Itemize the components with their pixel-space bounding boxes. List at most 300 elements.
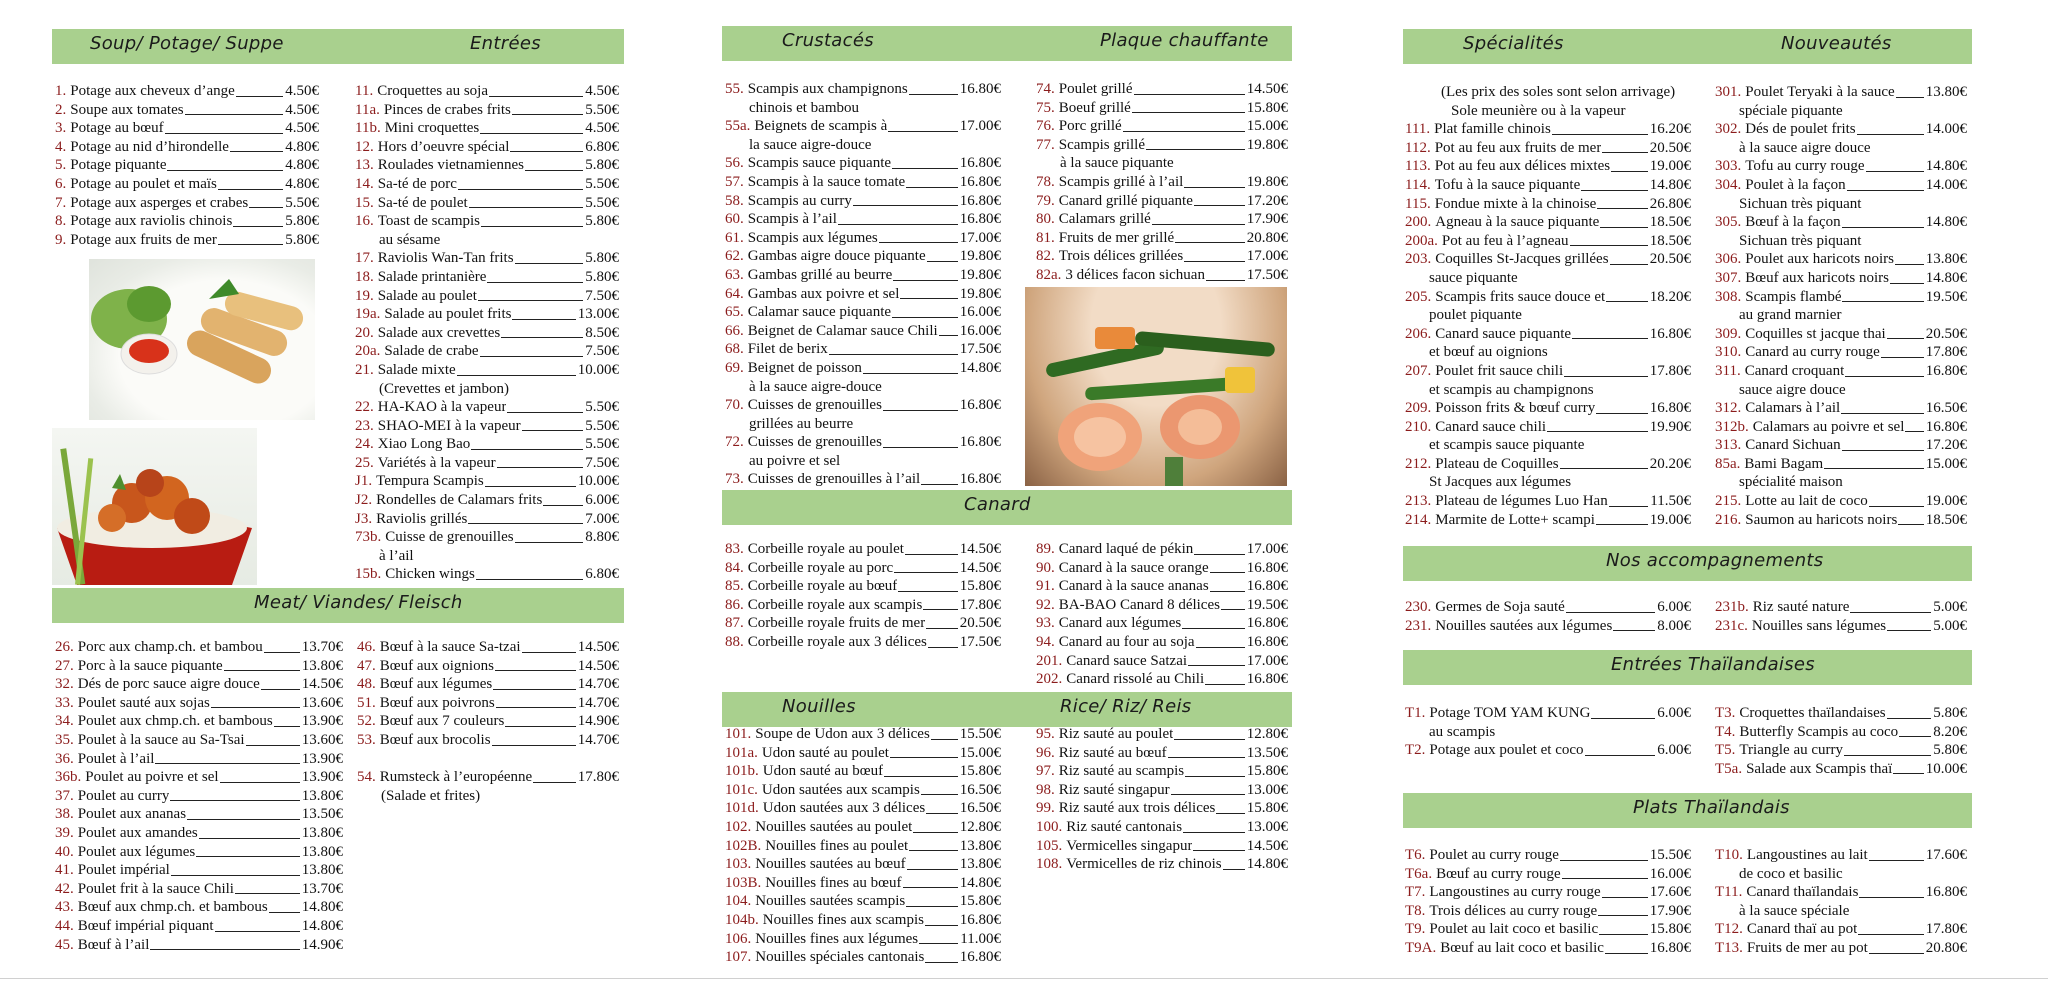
menu-item xyxy=(1405,920,1691,939)
item-name: Canard sauce Satzai xyxy=(1066,652,1188,669)
specialites-items xyxy=(1405,120,1691,529)
item-name: Poulet sauté aux sojas xyxy=(77,694,210,711)
leader-line xyxy=(883,447,958,448)
item-name: Calamars grillé xyxy=(1058,211,1151,228)
item-number: 69. xyxy=(725,359,744,376)
item-number: 231b. xyxy=(1715,599,1749,615)
menu-item xyxy=(355,361,619,380)
menu-item xyxy=(1715,343,1967,362)
item-name: Bœuf aux légumes xyxy=(379,676,493,693)
menu-item xyxy=(55,824,343,843)
item-price: 11.00€ xyxy=(960,930,1001,947)
item-name: Scampis au curry xyxy=(747,192,852,209)
item-name: Roulades vietnamiennes xyxy=(377,157,524,174)
item-price: 15.80€ xyxy=(1246,763,1288,780)
item-description: de coco et basilic xyxy=(1739,865,1843,882)
menu-item xyxy=(1036,577,1288,596)
item-price: 18.50€ xyxy=(1925,511,1967,528)
leader-line xyxy=(1824,468,1924,469)
item-price: 13.90€ xyxy=(301,750,343,767)
leader-line xyxy=(893,280,957,281)
leader-line xyxy=(1572,338,1648,339)
item-price: 5.80€ xyxy=(585,268,619,285)
menu-item xyxy=(55,175,319,194)
item-price: 17.90€ xyxy=(1649,902,1691,919)
leader-line xyxy=(1841,413,1924,414)
menu-item xyxy=(1715,120,1967,139)
leader-line xyxy=(919,943,958,944)
leader-line xyxy=(1845,376,1924,377)
item-name: Vermicelles singapur xyxy=(1066,837,1193,854)
leader-line xyxy=(1174,739,1244,740)
menu-item xyxy=(1715,883,1967,902)
plats-thai-list-right xyxy=(1715,846,1967,958)
item-number: 200. xyxy=(1405,214,1432,231)
specialites-note: Sole meunière ou à la vapeur xyxy=(1451,102,1626,119)
menu-item xyxy=(55,212,319,231)
header-plats-thai xyxy=(1403,793,1972,828)
item-price: 13.80€ xyxy=(959,837,1001,854)
leader-line xyxy=(1613,630,1655,631)
item-description: (Crevettes et jambon) xyxy=(379,380,509,397)
item-number: 70. xyxy=(725,397,744,414)
menu-item xyxy=(1036,633,1288,652)
item-description: au grand marnier xyxy=(1739,307,1842,324)
item-name: Poulet à l’ail xyxy=(77,750,155,767)
leader-line xyxy=(155,763,299,764)
leader-line xyxy=(1842,301,1923,302)
sweet-sour-chicken-photo xyxy=(52,428,257,585)
item-price: 17.00€ xyxy=(1246,541,1288,557)
item-price: 15.00€ xyxy=(1925,455,1967,472)
item-name: Fruits de mer grillé xyxy=(1058,229,1175,246)
item-price: 16.80€ xyxy=(1649,939,1691,956)
leader-line xyxy=(1193,850,1244,851)
menu-item xyxy=(1715,399,1967,418)
item-number: T9. xyxy=(1405,921,1426,938)
item-price: 17.00€ xyxy=(959,229,1001,246)
leader-line xyxy=(1905,431,1923,432)
menu-item xyxy=(1405,213,1691,232)
item-number: 81. xyxy=(1036,229,1055,246)
item-number: 55a. xyxy=(725,118,751,135)
item-name: Nouilles fines aux scampis xyxy=(762,911,924,928)
item-name: Bœuf à l’ail xyxy=(77,936,150,953)
item-price: 5.80€ xyxy=(285,213,319,230)
section-title-plaque: Plaque chauffante xyxy=(1100,30,1269,51)
leader-line xyxy=(1223,869,1245,870)
leader-line xyxy=(220,782,300,783)
item-number: T9A. xyxy=(1405,939,1437,956)
leader-line xyxy=(469,207,584,208)
menu-item xyxy=(55,843,343,862)
item-price: 14.80€ xyxy=(301,917,343,934)
item-price: 16.80€ xyxy=(959,434,1001,451)
menu-item xyxy=(55,694,343,713)
leader-line xyxy=(1842,450,1924,451)
leader-line xyxy=(907,869,958,870)
nouveautes-list xyxy=(1715,83,1967,529)
item-name: Cuisses de grenouilles xyxy=(747,397,882,414)
item-price: 15.80€ xyxy=(1246,800,1288,817)
item-name: Canard croquant xyxy=(1744,362,1845,379)
item-number: 103. xyxy=(725,856,752,873)
leader-line xyxy=(1887,718,1932,719)
item-description: sauce piquante xyxy=(1429,269,1518,286)
item-name: Potage au nid d’hirondelle xyxy=(70,138,229,155)
section-title-nouilles: Nouilles xyxy=(782,696,856,717)
item-number: 89. xyxy=(1036,541,1055,557)
menu-item xyxy=(357,731,619,750)
item-number: 43. xyxy=(55,899,74,916)
menu-item xyxy=(1715,741,1967,760)
spring-rolls-photo xyxy=(89,259,315,420)
header-nouilles-rice xyxy=(722,692,1292,727)
item-name: Bœuf aux chmp.ch. et bambous xyxy=(77,899,268,916)
accompagnements-list-right xyxy=(1715,598,1967,635)
leader-line xyxy=(215,931,300,932)
item-price: 17.20€ xyxy=(1925,437,1967,454)
item-price: 16.80€ xyxy=(959,192,1001,209)
item-price: 8.50€ xyxy=(585,324,619,341)
leader-line xyxy=(892,317,958,318)
menu-item xyxy=(725,359,1001,378)
item-number: J1. xyxy=(355,473,373,490)
item-number: 44. xyxy=(55,917,74,934)
leader-line xyxy=(1206,280,1245,281)
item-number: 38. xyxy=(55,806,74,823)
leader-line xyxy=(1194,205,1245,206)
item-description: Sichuan très piquant xyxy=(1739,232,1862,249)
item-name: Poulet aux ananas xyxy=(77,806,187,823)
header-soup-entrees xyxy=(52,29,624,64)
crustaces-list xyxy=(725,80,1001,489)
item-number: 101d. xyxy=(725,800,759,817)
leader-line xyxy=(1887,630,1931,631)
leader-line xyxy=(923,609,957,610)
menu-item xyxy=(725,725,1001,744)
item-number: 6. xyxy=(55,175,67,192)
item-number: 307. xyxy=(1715,269,1742,286)
menu-item xyxy=(1405,176,1691,195)
leader-line xyxy=(884,776,958,777)
leader-line xyxy=(1605,953,1648,954)
leader-line xyxy=(1596,413,1648,414)
item-price: 14.80€ xyxy=(1925,214,1967,231)
item-number: 22. xyxy=(355,399,374,416)
item-price: 7.50€ xyxy=(585,287,619,304)
leader-line xyxy=(218,244,283,245)
item-number: 101. xyxy=(725,726,752,742)
item-name: Xiao Long Bao xyxy=(377,436,471,453)
item-number: 7. xyxy=(55,194,67,211)
leader-line xyxy=(167,170,283,171)
section-title-specialites: Spécialités xyxy=(1463,33,1564,54)
item-name: Udon sauté au bœuf xyxy=(762,763,884,780)
leader-line xyxy=(900,298,957,299)
item-number: 111. xyxy=(1405,121,1431,138)
item-number: 39. xyxy=(55,824,74,841)
menu-item xyxy=(725,892,1001,911)
item-name: Dés de poulet frits xyxy=(1745,121,1856,138)
item-name: Plat famille chinois xyxy=(1434,121,1551,138)
item-name: Udon sautées aux scampis xyxy=(761,781,920,798)
leader-line xyxy=(1859,897,1923,898)
canard-list-right xyxy=(1036,540,1288,689)
leader-line xyxy=(224,670,300,671)
leader-line xyxy=(1898,524,1923,525)
menu-item xyxy=(355,138,619,157)
item-price: 19.80€ xyxy=(959,248,1001,265)
menu-item xyxy=(1036,596,1288,615)
item-number: T1. xyxy=(1405,705,1426,721)
item-number: 19. xyxy=(355,287,374,304)
menu-item xyxy=(1036,799,1288,818)
item-description: à la sauce piquante xyxy=(1060,155,1174,172)
item-price: 5.00€ xyxy=(1933,617,1967,634)
leader-line xyxy=(476,579,583,580)
item-price: 5.80€ xyxy=(585,213,619,230)
menu-item xyxy=(725,577,1001,596)
chicken-bowl-illustration xyxy=(52,428,257,585)
leader-line xyxy=(249,207,283,208)
item-name: Riz sauté au bœuf xyxy=(1058,744,1167,761)
item-name: Raviolis grillés xyxy=(376,510,468,527)
leader-line xyxy=(1210,591,1245,592)
item-number: 20. xyxy=(355,324,374,341)
item-number: 98. xyxy=(1036,781,1055,798)
menu-item xyxy=(55,768,343,787)
list-spacer xyxy=(357,750,619,769)
item-price: 13.80€ xyxy=(301,787,343,804)
item-name: Bœuf aux 7 couleurs xyxy=(379,713,505,730)
item-price: 20.50€ xyxy=(1649,251,1691,268)
menu-item xyxy=(355,528,619,547)
item-number: T5a. xyxy=(1715,760,1743,777)
item-number: 202. xyxy=(1036,671,1063,688)
leader-line xyxy=(235,893,300,894)
item-price: 20.20€ xyxy=(1649,455,1691,472)
item-name: Porc aux champ.ch. et bambou xyxy=(77,639,263,655)
item-number: 101b. xyxy=(725,763,759,780)
menu-item xyxy=(725,340,1001,359)
leader-line xyxy=(1899,736,1931,737)
leader-line xyxy=(525,170,583,171)
item-name: Canard au curry rouge xyxy=(1745,344,1880,361)
item-number: 33. xyxy=(55,694,74,711)
item-price: 16.00€ xyxy=(959,304,1001,321)
item-number: 108. xyxy=(1036,856,1063,873)
menu-item xyxy=(355,491,619,510)
item-price: 20.80€ xyxy=(1246,229,1288,246)
menu-item xyxy=(357,675,619,694)
item-price: 13.70€ xyxy=(301,639,343,655)
leader-line xyxy=(170,800,299,801)
header-accompagnements xyxy=(1403,546,1972,581)
item-number: 230. xyxy=(1405,599,1432,615)
menu-item xyxy=(1715,939,1967,958)
menu-item xyxy=(1036,652,1288,671)
menu-item xyxy=(1036,670,1288,689)
menu-item xyxy=(725,303,1001,322)
item-price: 17.90€ xyxy=(1246,211,1288,228)
leader-line xyxy=(171,875,300,876)
menu-item xyxy=(355,82,619,101)
item-name: Fondue mixte à la chinoise xyxy=(1434,195,1597,212)
item-number: 94. xyxy=(1036,633,1055,650)
menu-item xyxy=(1715,760,1967,779)
leader-line xyxy=(492,745,576,746)
item-number: 56. xyxy=(725,155,744,172)
item-name: Calamars au poivre et sel xyxy=(1752,418,1905,435)
item-number: 205. xyxy=(1405,288,1432,305)
menu-item xyxy=(355,101,619,120)
item-price: 10.00€ xyxy=(577,361,619,378)
item-name: Nouilles sautées scampis xyxy=(755,893,906,910)
menu-item xyxy=(1036,818,1288,837)
leader-line xyxy=(261,689,300,690)
item-name: Potage au bœuf xyxy=(70,120,164,137)
menu-item xyxy=(725,210,1001,229)
item-price: 14.80€ xyxy=(959,359,1001,376)
leader-line xyxy=(1869,860,1924,861)
item-price: 17.80€ xyxy=(577,769,619,786)
leader-line xyxy=(939,335,958,336)
item-price: 20.80€ xyxy=(1925,939,1967,956)
item-price: 20.50€ xyxy=(959,615,1001,632)
item-name: Potage aux raviolis chinois xyxy=(70,213,233,230)
item-number: 24. xyxy=(355,436,374,453)
leader-line xyxy=(1152,224,1245,225)
item-number: 92. xyxy=(1036,596,1055,613)
leader-line xyxy=(1168,757,1245,758)
item-price: 19.50€ xyxy=(1246,596,1288,613)
item-price: 12.80€ xyxy=(959,818,1001,835)
item-name: Soupe aux tomates xyxy=(70,101,184,118)
item-number: 40. xyxy=(55,843,74,860)
item-number: 4. xyxy=(55,138,67,155)
leader-line xyxy=(471,449,583,450)
leader-line xyxy=(906,187,958,188)
item-name: Tofu à la sauce piquante xyxy=(1434,176,1581,193)
item-price: 14.90€ xyxy=(577,713,619,730)
item-price: 18.50€ xyxy=(1649,214,1691,231)
item-price: 14.50€ xyxy=(1246,81,1288,97)
item-name: Rondelles de Calamars frits xyxy=(376,492,543,509)
item-number: 77. xyxy=(1036,136,1055,153)
menu-item xyxy=(355,119,619,138)
item-name: BA-BAO Canard 8 délices xyxy=(1058,596,1220,613)
leader-line xyxy=(931,739,958,740)
plats-thai-list-left xyxy=(1405,846,1691,958)
item-price: 17.60€ xyxy=(1649,884,1691,901)
item-price: 14.80€ xyxy=(1649,176,1691,193)
soup-list xyxy=(55,82,319,249)
shrimp-stir-fry-photo xyxy=(1025,287,1287,486)
item-price: 17.60€ xyxy=(1925,847,1967,863)
item-price: 16.80€ xyxy=(1925,884,1967,901)
item-price: 14.50€ xyxy=(577,657,619,674)
leader-line xyxy=(496,707,576,708)
menu-item xyxy=(55,138,319,157)
item-name: Butterfly Scampis au coco xyxy=(1739,723,1899,740)
menu-item xyxy=(355,287,619,306)
item-price: 16.80€ xyxy=(1925,362,1967,379)
item-number: 78. xyxy=(1036,173,1055,190)
item-number: 74. xyxy=(1036,81,1055,97)
item-name: Poulet Teryaki à la sauce xyxy=(1745,84,1895,100)
item-number: 32. xyxy=(55,676,74,693)
item-number: 55. xyxy=(725,81,744,97)
menu-item xyxy=(1405,418,1691,437)
item-number: 215. xyxy=(1715,493,1742,510)
menu-item xyxy=(355,342,619,361)
item-name: Nouilles sautées au poulet xyxy=(755,818,913,835)
item-name: Pot au feu à l’agneau xyxy=(1441,232,1569,249)
menu-item xyxy=(55,805,343,824)
item-price: 4.50€ xyxy=(585,120,619,137)
item-price: 17.20€ xyxy=(1246,192,1288,209)
item-number: 82a. xyxy=(1036,266,1062,283)
item-number: 58. xyxy=(725,192,744,209)
leader-line xyxy=(457,375,576,376)
leader-line xyxy=(906,906,958,907)
item-name: Sa-té de poulet xyxy=(377,194,468,211)
leader-line xyxy=(921,794,958,795)
item-price: 16.80€ xyxy=(959,211,1001,228)
item-price: 16.80€ xyxy=(959,949,1001,966)
item-price: 10.00€ xyxy=(577,473,619,490)
item-price: 13.00€ xyxy=(1246,818,1288,835)
item-price: 13.80€ xyxy=(301,824,343,841)
item-price: 13.90€ xyxy=(301,769,343,786)
item-price: 17.80€ xyxy=(1649,362,1691,379)
item-number: 306. xyxy=(1715,251,1742,268)
item-price: 14.00€ xyxy=(1925,176,1967,193)
menu-item xyxy=(725,470,1001,489)
item-price: 4.50€ xyxy=(585,83,619,99)
item-price: 17.80€ xyxy=(1925,344,1967,361)
leader-line xyxy=(1585,755,1656,756)
leader-line xyxy=(1890,283,1924,284)
menu-item xyxy=(1036,192,1288,211)
item-price: 15.50€ xyxy=(959,726,1001,742)
item-price: 5.50€ xyxy=(585,436,619,453)
item-price: 16.80€ xyxy=(959,911,1001,928)
item-name: Nouilles sautées aux légumes xyxy=(1435,617,1613,634)
leader-line xyxy=(199,838,300,839)
item-price: 13.60€ xyxy=(301,694,343,711)
item-name: Rumsteck à l’européenne xyxy=(379,769,533,786)
item-name: Beignet de Calamar sauce Chili xyxy=(747,322,938,339)
leader-line xyxy=(230,151,283,152)
menu-item xyxy=(725,285,1001,304)
item-number: 60. xyxy=(725,211,744,228)
item-number: 61. xyxy=(725,229,744,246)
item-number: 15b. xyxy=(355,566,382,583)
item-name: Scampis sauce piquante xyxy=(747,155,892,172)
menu-item xyxy=(55,787,343,806)
item-number: 203. xyxy=(1405,251,1432,268)
menu-item xyxy=(1715,436,1967,455)
leader-line xyxy=(1552,134,1648,135)
item-name: Potage aux cheveux d’ange xyxy=(70,83,235,99)
item-number: 85. xyxy=(725,578,744,595)
item-name: Boeuf grillé xyxy=(1058,99,1131,116)
leader-line xyxy=(1844,755,1931,756)
menu-item xyxy=(1036,80,1288,99)
item-price: 20.50€ xyxy=(1925,325,1967,342)
